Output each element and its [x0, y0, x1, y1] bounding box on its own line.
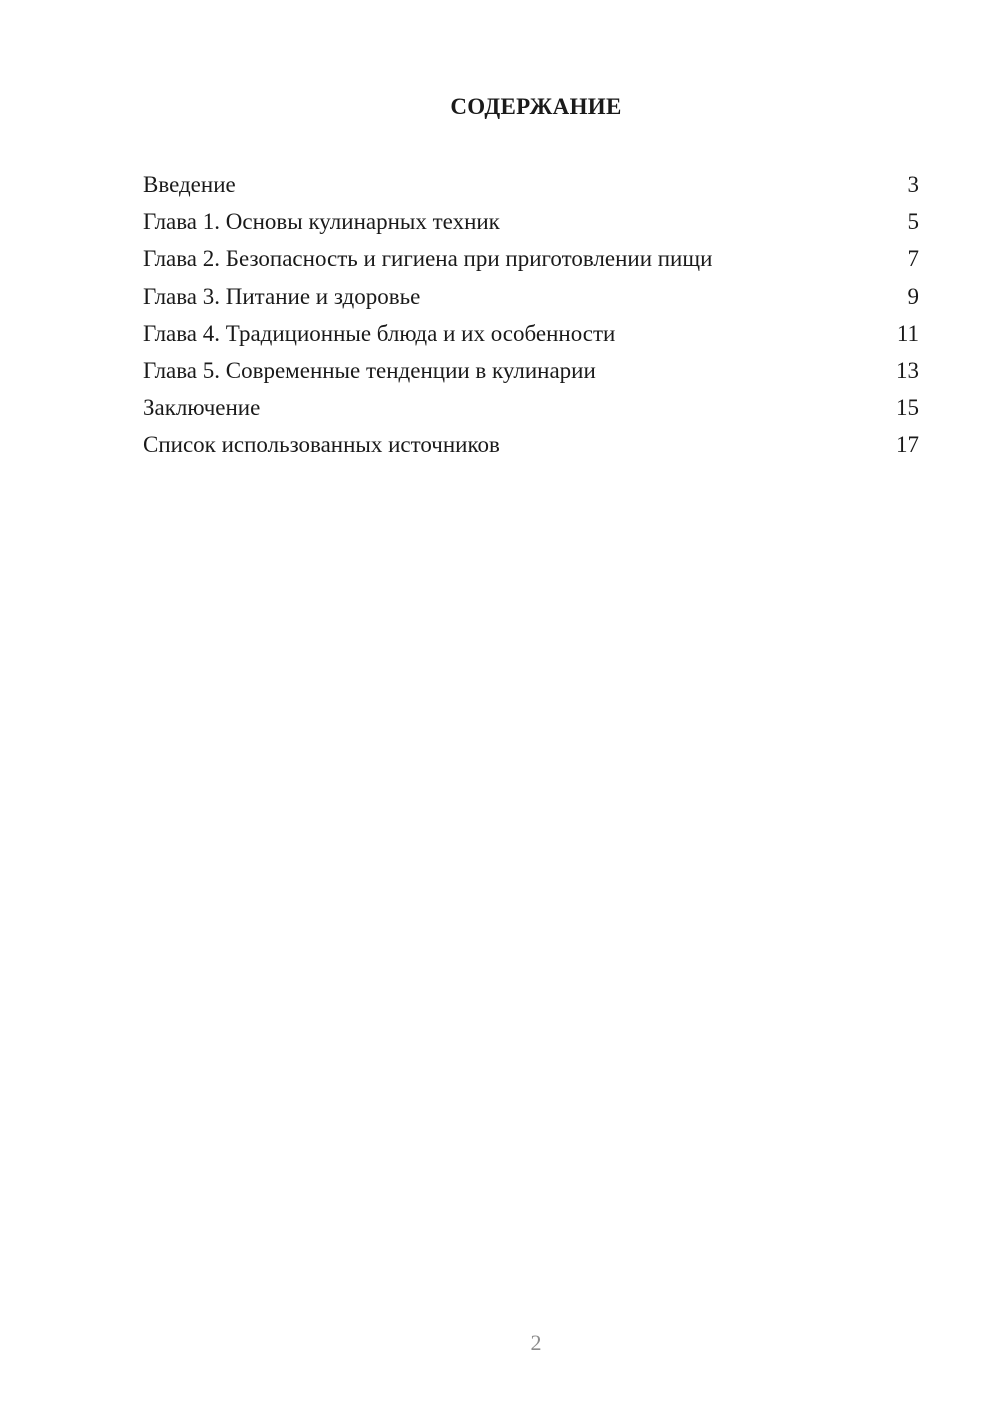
toc-entry-references: [143, 428, 919, 465]
toc-entry-page: 5: [907, 209, 919, 235]
toc-entry-chapter-1: [143, 205, 919, 242]
toc-entry-page: 15: [896, 395, 919, 421]
toc-entry-label: Глава 4. Традиционные блюда и их особенности: [143, 320, 616, 346]
toc-entry-page: 11: [896, 320, 919, 346]
toc-entry-chapter-5: [143, 354, 919, 391]
toc-entry-page: 7: [907, 246, 919, 272]
toc-entry-chapter-2: [143, 242, 919, 279]
toc-entry-label: Заключение: [143, 395, 261, 421]
toc-entry-page: 17: [896, 432, 919, 458]
toc-entry-label: Глава 5. Современные тенденции в кулинарии: [143, 357, 596, 383]
toc-entry-label: Глава 1. Основы кулинарных техник: [143, 209, 500, 235]
toc-entry-introduction: [143, 168, 919, 205]
table-of-contents: [143, 168, 919, 466]
toc-entry-label: Глава 3. Питание и здоровье: [143, 283, 421, 309]
toc-entry-label: Список использованных источников: [143, 432, 500, 458]
toc-entry-label: Глава 2. Безопасность и гигиена при приготовлении пищи: [143, 246, 713, 272]
page-title: СОДЕРЖАНИЕ: [450, 94, 622, 119]
toc-entry-label: Введение: [143, 172, 236, 197]
toc-entry-chapter-4: [143, 317, 919, 354]
toc-entry-page: 3: [907, 172, 919, 197]
toc-entry-conclusion: [143, 391, 919, 428]
toc-entry-page: 13: [896, 357, 919, 383]
page-number: 2: [530, 1330, 542, 1355]
toc-entry-page: 9: [907, 283, 919, 309]
toc-entry-chapter-3: [143, 280, 919, 317]
